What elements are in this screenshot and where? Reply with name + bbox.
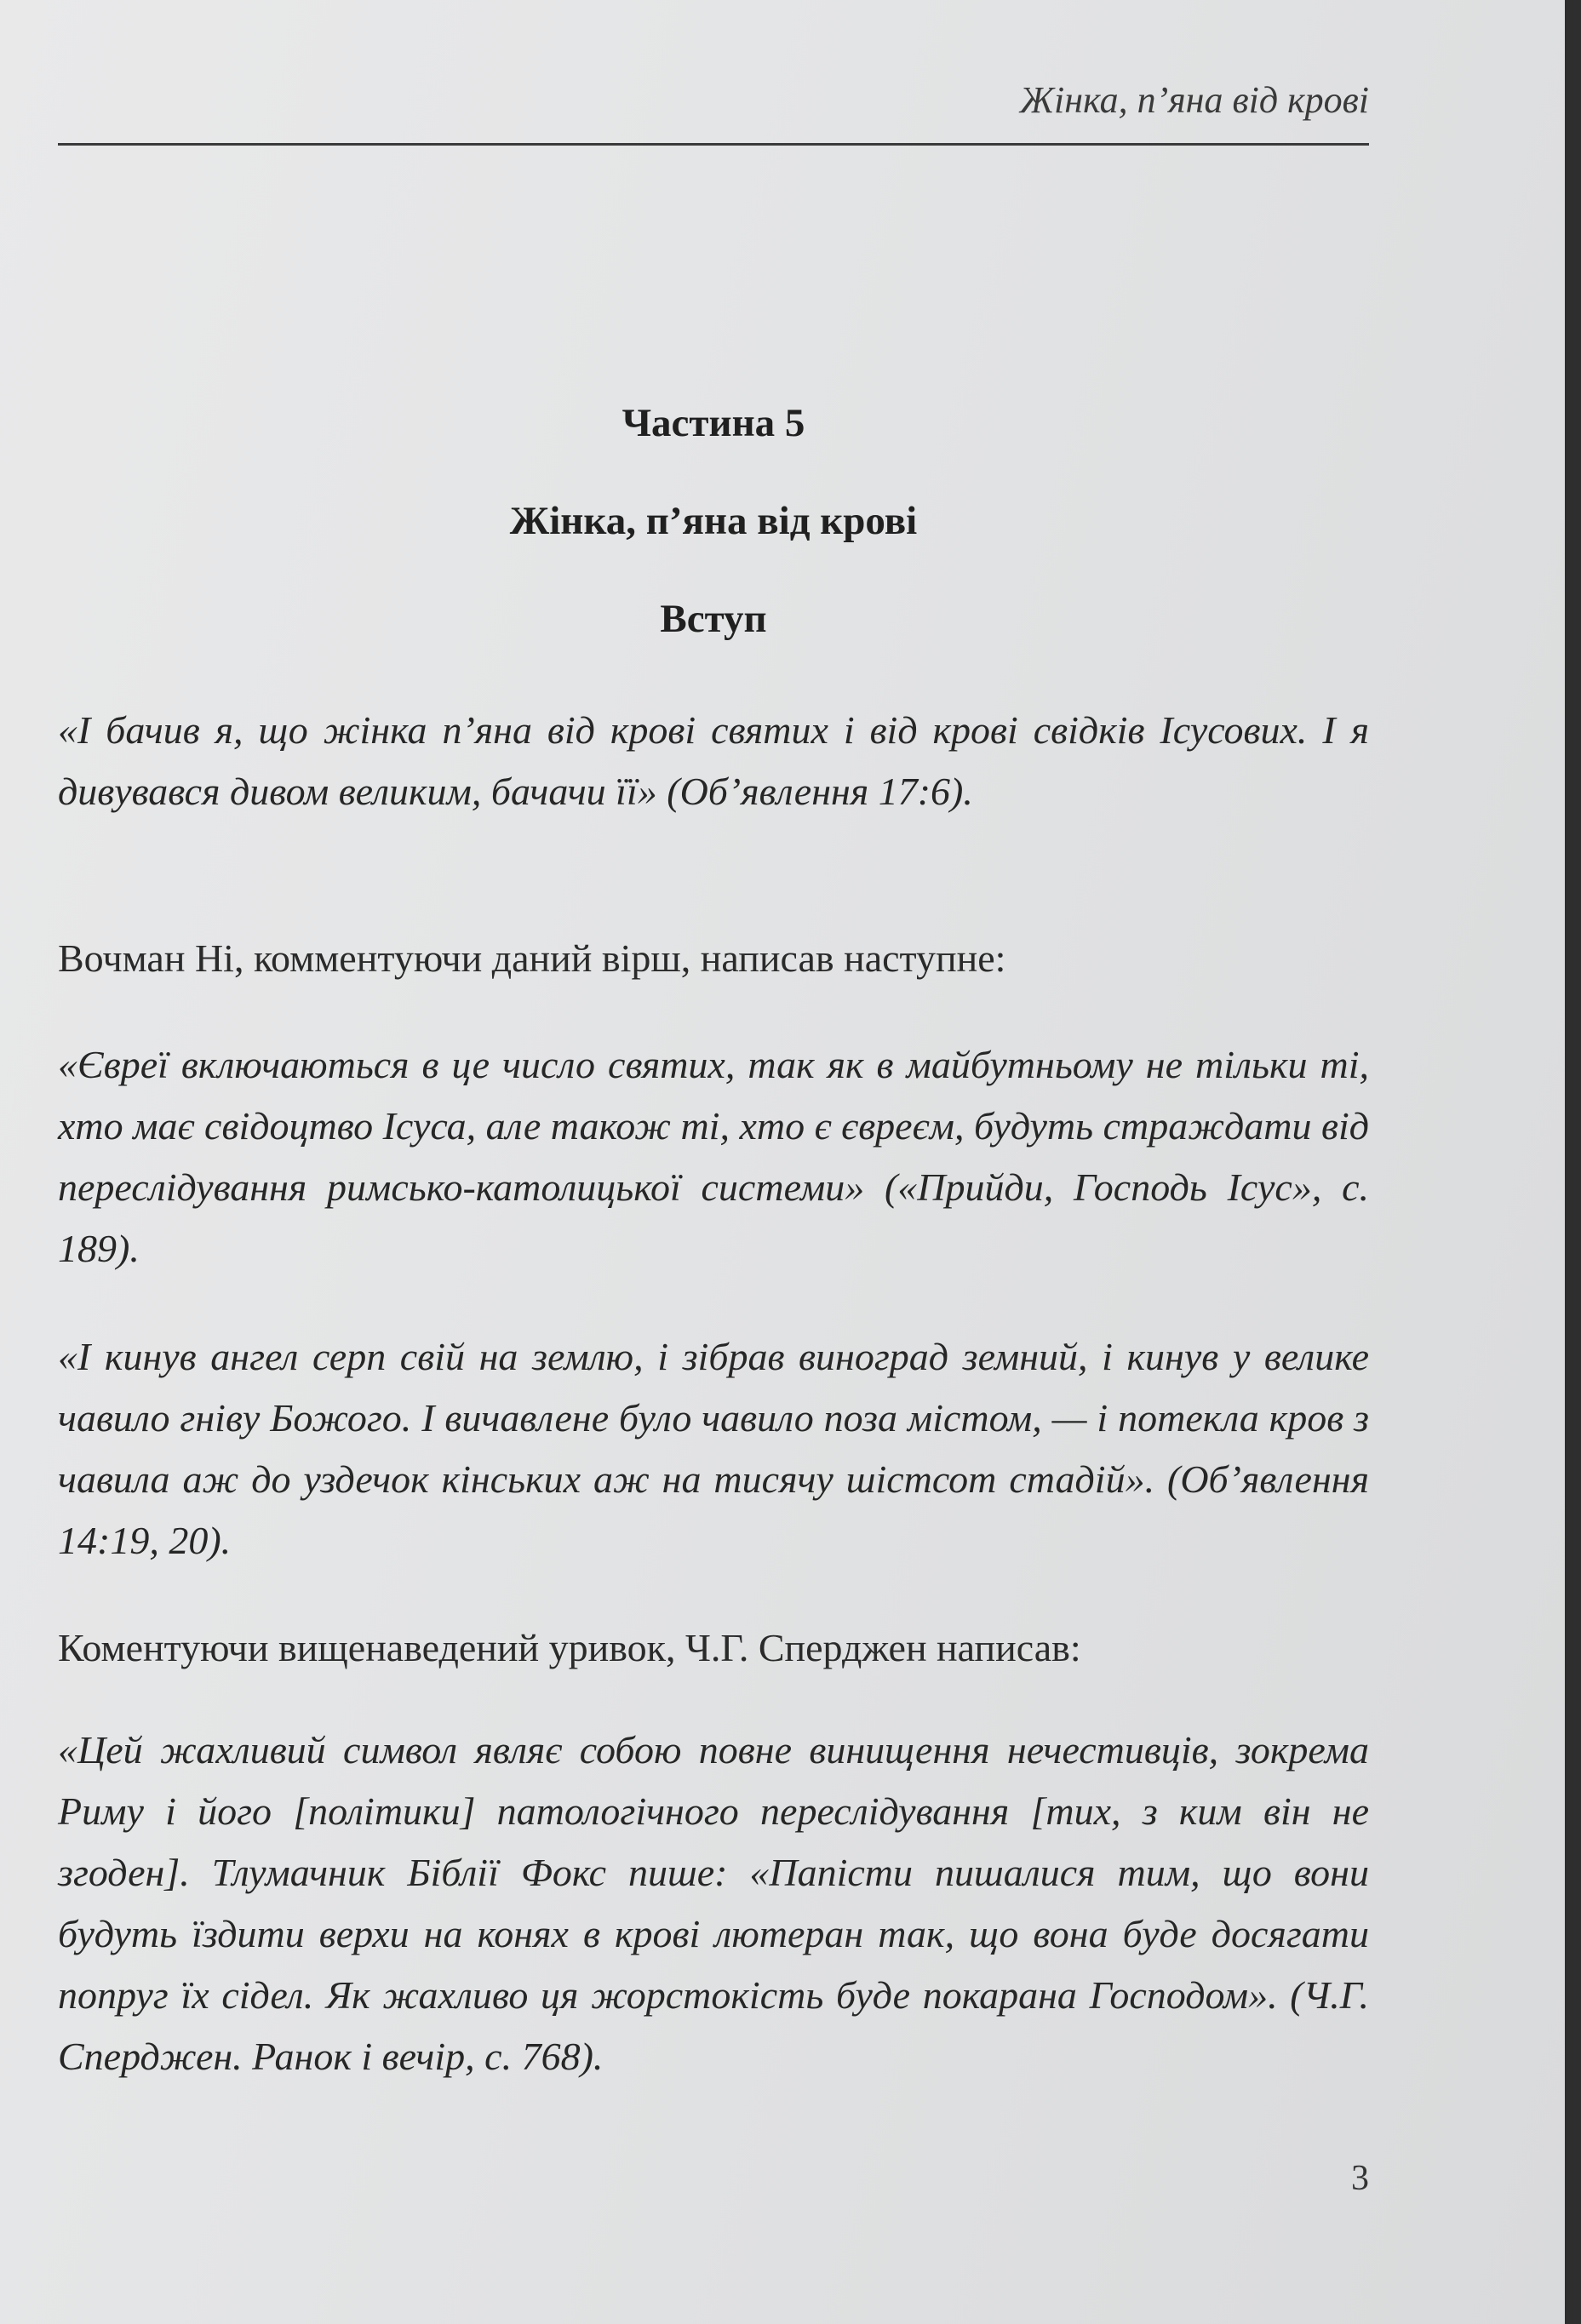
quote-revelation-14: «І кинув ангел серп свій на землю, і зібрав виноград земний, і кинув у велике чавило гніву Божого. І вичавлене було чавило поза містом, — і потекла кров з чавила аж до уздечок кінських аж на тисячу шістсот стадій». (Об’явлення 14:19, 20). <box>58 1335 1369 1562</box>
header-rule <box>58 143 1369 146</box>
quote-nee: «Євреї включаються в це число святих, так як в майбутньому не тільки ті, хто має свідоцтво Ісуса, але також ті, хто є євреєм, будуть страждати від переслідування римсько-католицької системи» («Прийди, Господь Ісус», с. 189). <box>58 1043 1369 1270</box>
running-header: Жінка, п’яна від крові <box>1019 79 1369 121</box>
section-heading: Вступ <box>660 597 767 641</box>
page-number: 3 <box>1351 2159 1369 2198</box>
part-heading: Частина 5 <box>622 401 805 445</box>
chapter-title: Жінка, п’яна від крові <box>509 499 918 543</box>
nee-intro-line: Вочман Ні, комментуючи даний вірш, написав наступне: <box>58 936 1006 980</box>
page-edge-shadow <box>1565 0 1581 2324</box>
quote-spurgeon: «Цей жахливий символ являє собою повне винищення нечестивців, зокрема Риму і його [політики] патологічного переслідування [тих, з ким він не згоден]. Тлумачник Біблії Фокс пише: «Папісти пишалися тим, що вони будуть їздити верхи на конях в крові лютеран так, що вона буде досягати попруг їх сідел. Як жахливо ця жорстокість буде покарана Господом». (Ч.Г. Сперджен. Ранок і вечір, с. 768). <box>58 1728 1369 2078</box>
spurgeon-intro-line: Коментуючи вищенаведений уривок, Ч.Г. Сперджен написав: <box>58 1626 1081 1669</box>
quote-revelation-17: «І бачив я, що жінка п’яна від крові святих і від крові свідків Ісусових. І я дивувався дивом великим, бачачи її» (Об’явлення 17:6). <box>58 708 1369 813</box>
